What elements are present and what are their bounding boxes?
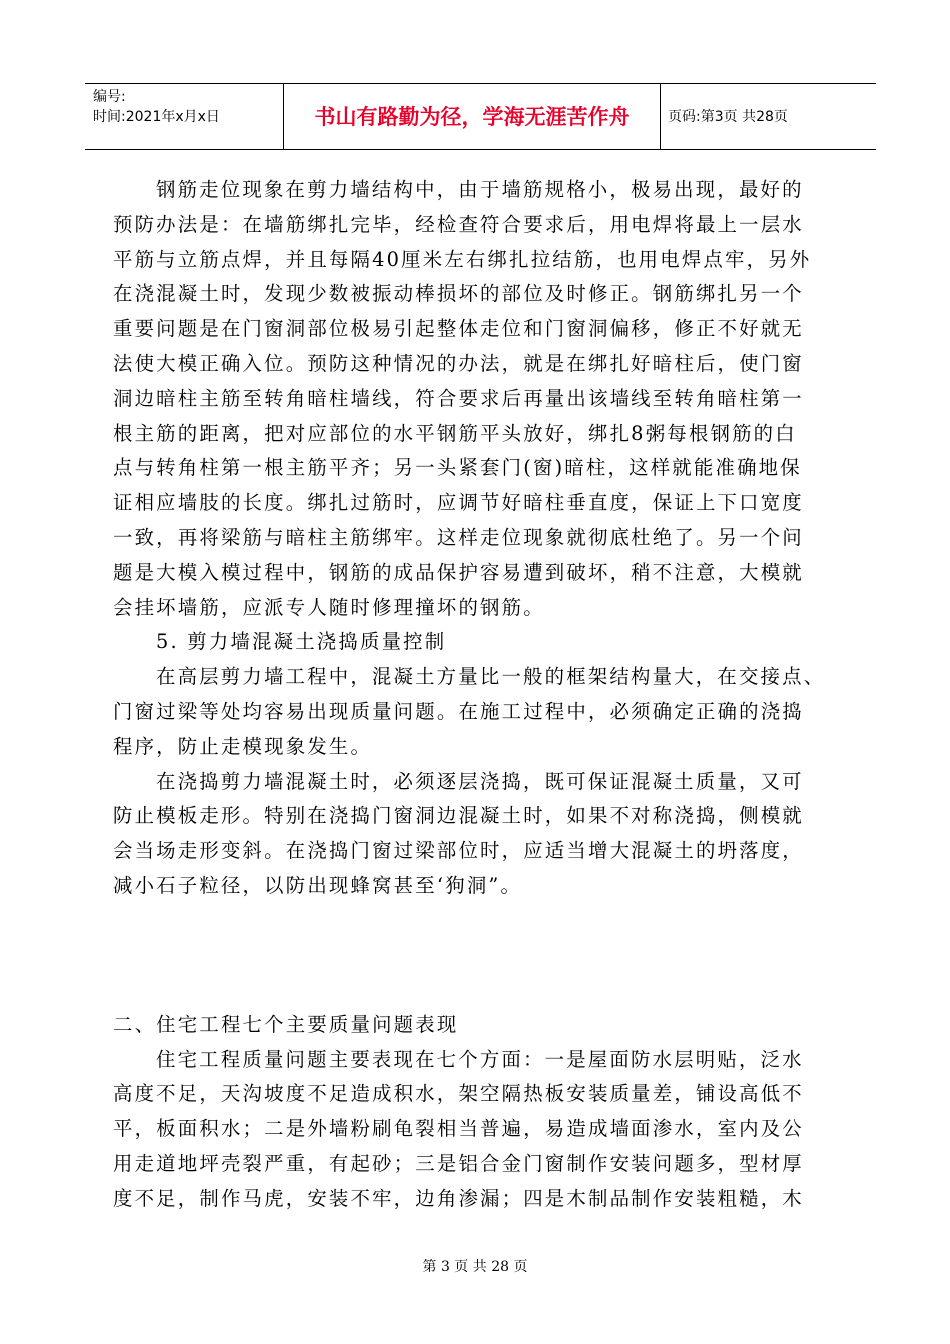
text-line: 用走道地坪壳裂严重，有起砂；三是铝合金门窗制作安装问题多，型材厚 <box>113 1151 804 1175</box>
text-line: 防止模板走形。特别在浇捣门窗洞边混凝土时，如果不对称浇捣，侧模就 <box>113 804 804 828</box>
paragraph-rebar-displacement <box>113 173 833 625</box>
page-footer: 第 3 页 共 28 页 <box>422 1259 528 1275</box>
section-heading-5: 5. 剪力墙混凝土浇捣质量控制 <box>156 630 447 654</box>
text-line: 题是大模入模过程中，钢筋的成品保护容易遭到破坏，稍不注意，大模就 <box>113 560 804 584</box>
header-divider-right <box>660 84 661 150</box>
text-line: 法使大模正确入位。预防这种情况的办法，就是在绑扎好暗柱后，使门窗 <box>113 351 804 375</box>
text-line: 会挂坏墙筋，应派专人随时修理撞坏的钢筋。 <box>113 595 545 619</box>
text-line: 会当场走形变斜。在浇捣门窗过梁部位时，应适当增大混凝土的坍落度， <box>113 839 804 863</box>
paragraph-concrete-volume <box>113 660 833 764</box>
text-line: 减小石子粒径，以防出现蜂窝甚至‘狗洞”。 <box>113 873 523 897</box>
text-line: 高度不足，天沟坡度不足造成积水，架空隔热板安装质量差，铺设高低不 <box>113 1082 804 1106</box>
text-line: 预防办法是：在墙筋绑扎完毕，经检查符合要求后，用电焊将最上一层水 <box>113 212 804 236</box>
text-line: 钢筋走位现象在剪力墙结构中，由于墙筋规格小，极易出现，最好的 <box>156 178 804 201</box>
text-line: 一致，再将梁筋与暗柱主筋绑牢。这样走位现象就彻底杜绝了。另一个问 <box>113 525 804 549</box>
text-line: 点与转角柱第一根主筋平齐；另一头紧套门(窗)暗柱，这样就能准确地保 <box>113 456 802 480</box>
time-label: 时间:2021年x月x日 <box>93 109 220 125</box>
text-line: 门窗过梁等处均容易出现质量问题。在施工过程中，必须确定正确的浇捣 <box>113 699 804 723</box>
text-line: 根主筋的距离，把对应部位的水平钢筋平头放好，绑扎8粥每根钢筋的白 <box>113 421 797 445</box>
text-line: 在高层剪力墙工程中，混凝土方量比一般的框架结构量大，在交接点、 <box>156 665 826 689</box>
blank-space <box>113 904 833 1008</box>
paragraph-quality-issues <box>113 1043 833 1217</box>
text-line: 洞边暗柱主筋至转角暗柱墙线，符合要求后再量出该墙线至转角暗柱第一 <box>113 386 804 410</box>
page-header <box>85 83 876 150</box>
header-motto: 书山有路勤为径，学海无涯苦作舟 <box>314 105 630 129</box>
text-line: 度不足，制作马虎，安装不牢，边角渗漏；四是木制品制作安装粗糙，木 <box>113 1186 804 1210</box>
text-line: 平筋与立筋点焊，并且每隔40厘米左右绑扎拉结筋，也用电焊点牢，另外 <box>113 247 812 271</box>
text-line: 在浇混凝土时，发现少数被振动棒损坏的部位及时修正。钢筋绑扎另一个 <box>113 282 804 306</box>
text-line: 程序，防止走模现象发生。 <box>113 734 373 758</box>
header-page-info: 页码:第3页 共28页 <box>668 109 788 125</box>
text-line: 证相应墙肢的长度。绑扎过筋时，应调节好暗柱垂直度，保证上下口宽度 <box>113 491 804 515</box>
text-line: 重要问题是在门窗洞部位极易引起整体走位和门窗洞偏移，修正不好就无 <box>113 317 804 341</box>
text-line: 平，板面积水；二是外墙粉刷龟裂相当普遍，易造成墙面渗水，室内及公 <box>113 1117 804 1141</box>
paragraph-pouring-method <box>113 765 833 904</box>
text-line: 住宅工程质量问题主要表现在七个方面：一是屋面防水层明贴，泛水 <box>156 1047 804 1071</box>
header-meta <box>93 87 283 127</box>
serial-label: 编号: <box>93 89 126 105</box>
section-heading-2: 二、住宅工程七个主要质量问题表现 <box>113 1012 459 1036</box>
text-line: 在浇捣剪力墙混凝土时，必须逐层浇捣，既可保证混凝土质量，又可 <box>156 769 804 793</box>
document-body <box>113 173 833 1217</box>
